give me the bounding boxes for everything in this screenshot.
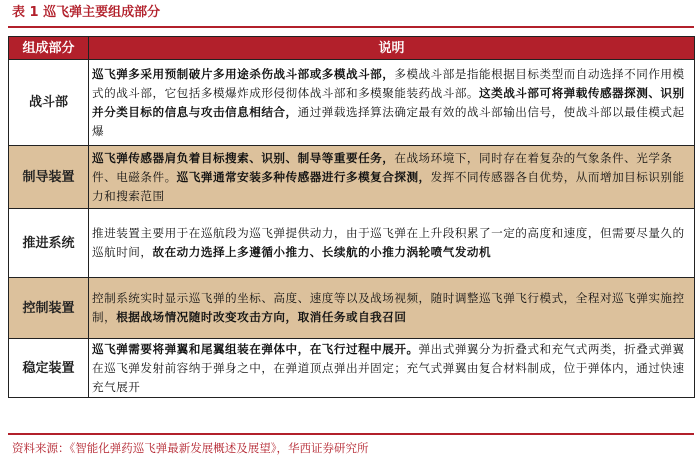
row-label-stabilizer: 稳定装置 (9, 339, 89, 398)
desc-text: 弹出式弹翼分为折叠式和充气式两类，折叠式弹翼在巡飞弹发射前容纳于弹身之中，在弹道顶点弹出并固定；充气式弹翼由复合材料制成，位于弹体内，通过快速充气展开 (92, 341, 685, 394)
table-row (9, 278, 695, 339)
row-desc-stabilizer (89, 339, 695, 398)
desc-bold: 这类战斗部可将弹载传感器探测、识别并分类目标的信息与攻击信息相结合， (92, 85, 685, 119)
table-row (9, 146, 695, 209)
row-desc-propulsion (89, 209, 695, 278)
table-row (9, 339, 695, 398)
table-row (9, 209, 695, 278)
header-component: 组成部分 (9, 37, 89, 60)
table-row (9, 60, 695, 146)
row-desc-warhead (89, 60, 695, 146)
row-label-guidance: 制导装置 (9, 146, 89, 209)
row-label-propulsion: 推进系统 (9, 209, 89, 278)
desc-bold: 根据战场情况随时改变攻击方向，取消任务或自我召回 (116, 310, 407, 324)
source-note: 资料来源：《智能化弹药巡飞弹最新发展概述及展望》，华西证券研究所 (12, 441, 369, 455)
row-label-warhead: 战斗部 (9, 60, 89, 146)
table-header-row (9, 37, 695, 60)
desc-text: 多模战斗部是指能根据目标类型而自动选择不同作用模式的战斗部，它包括多模爆炸成形侵彻体战斗部和多模聚能装药战斗部。 (92, 66, 685, 100)
desc-text: 通过弹载选择算法确定最有效的战斗部输出信号，使战斗部以最佳模式起爆 (92, 104, 685, 138)
header-description: 说明 (89, 37, 695, 60)
row-label-control: 控制装置 (9, 278, 89, 339)
table-caption: 表 1 巡飞弹主要组成部分 (12, 5, 161, 20)
desc-bold: 巡飞弹多采用预制破片多用途杀伤战斗部或多模战斗部， (92, 66, 395, 81)
desc-bold: 故在动力选择上多遵循小推力、长续航的小推力涡轮喷气发动机 (152, 245, 492, 259)
desc-bold: 巡飞弹传感器肩负着目标搜索、识别、制导等重要任务， (92, 150, 395, 165)
desc-text: 发挥不同传感器各自优势，从而增加目标识别能力和搜索范围 (92, 169, 685, 203)
row-desc-guidance (89, 146, 695, 209)
row-desc-control (89, 278, 695, 339)
top-rule (8, 26, 694, 28)
bottom-rule (8, 433, 694, 435)
desc-text: 推进装置主要用于在巡航段为巡飞弹提供动力，由于巡飞弹在上升段积累了一定的高度和速度，但需要尽量久的巡航时间， (92, 226, 685, 259)
desc-bold: 巡飞弹通常安装多种传感器进行多模复合探测， (176, 169, 431, 184)
components-table (8, 36, 695, 398)
desc-text: 控制系统实时显示巡飞弹的坐标、高度、速度等以及战场视频，随时调整巡飞弹飞行模式，全程对巡飞弹实施控制， (92, 291, 685, 324)
desc-text: 在战场环境下，同时存在着复杂的气象条件、光学条件、电磁条件。 (92, 150, 673, 184)
desc-bold: 巡飞弹需要将弹翼和尾翼组装在弹体中，在飞行过程中展开。 (92, 341, 419, 356)
